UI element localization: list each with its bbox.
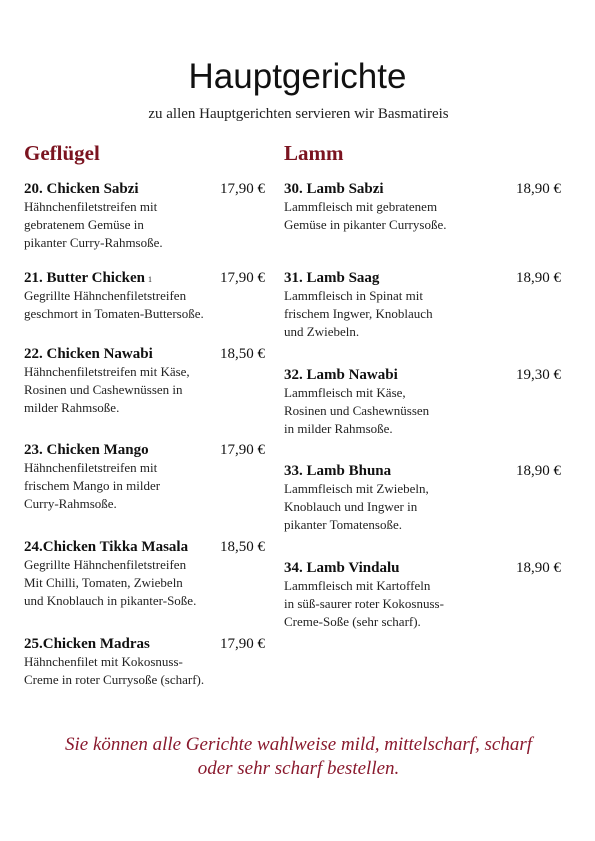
dish-description-line: gebratenem Gemüse in [24,217,144,232]
dish-description-line: Lammfleisch mit Kartoffeln [284,578,431,593]
menu-item [24,345,274,417]
page-subtitle: zu allen Hauptgerichten servieren wir Basmatireis [148,106,449,122]
dish-price: 18,90 € [516,463,561,479]
dish-description-line: Lammfleisch in Spinat mit [284,288,424,303]
dish-description [24,653,274,689]
dish-description-line: geschmort in Tomaten-Buttersoße. [24,306,204,321]
section-title-gefluegel: Geflügel [24,141,100,165]
dish-description-line: in milder Rahmsoße. [284,421,393,436]
dish-footnote-marker: 1 [147,275,152,284]
menu-item-header [284,366,561,384]
dish-name: 22. Chicken Nawabi [24,346,153,362]
dish-description-line: Mit Chilli, Tomaten, Zwiebeln [24,575,183,590]
dish-description-line: Curry-Rahmsoße. [24,496,117,511]
menu-item [24,441,274,513]
dish-description-line: in süß-saurer roter Kokosnuss- [284,596,444,611]
menu-item [24,269,274,323]
dish-name: 23. Chicken Mango [24,442,149,458]
dish-description-line: pikanter Curry-Rahmsoße. [24,235,163,250]
menu-item-header [284,269,561,287]
dish-description-line: Hähnchenfilet mit Kokosnuss- [24,654,183,669]
dish-price: 17,90 € [220,442,265,458]
menu-item [24,635,274,689]
menu-item-header [284,462,561,480]
menu-item [284,269,561,341]
dish-description [24,363,274,417]
dish-description [284,384,534,438]
dish-description [24,287,274,323]
dish-description-line: milder Rahmsoße. [24,400,120,415]
page-title: Hauptgerichte [188,57,407,96]
menu-item-header [24,180,274,198]
footer-line: Sie können alle Gerichte wahlweise mild, mittelscharf, scharf [64,734,532,755]
menu-item [284,366,561,438]
dish-description-line: Rosinen und Cashewnüssen [284,403,430,418]
dish-description [284,198,534,234]
dish-price: 17,90 € [220,636,265,652]
dish-name: 32. Lamb Nawabi [284,367,398,383]
dish-price: 19,30 € [516,367,561,383]
footer-note [0,733,595,781]
dish-name: 31. Lamb Saag [284,270,380,286]
dish-description [24,459,274,513]
dish-price: 18,90 € [516,181,561,197]
dish-description-line: frischem Ingwer, Knoblauch [284,306,433,321]
dish-description-line: Knoblauch und Ingwer in [284,499,418,514]
dish-price: 18,90 € [516,560,561,576]
dish-name: 33. Lamb Bhuna [284,463,392,479]
dish-description-line: und Knoblauch in pikanter-Soße. [24,593,197,608]
dish-description-line: Creme-Soße (sehr scharf). [284,614,421,629]
dish-description [284,577,534,631]
menu-item [284,462,561,534]
dish-name: 34. Lamb Vindalu [284,560,400,576]
dish-description [284,480,534,534]
dish-description-line: frischem Mango in milder [24,478,161,493]
dish-name: 24.Chicken Tikka Masala [24,539,189,555]
dish-description-line: Lammfleisch mit Zwiebeln, [284,481,429,496]
dish-description-line: Gegrillte Hähnchenfiletstreifen [24,288,187,303]
menu-item-header [284,180,561,198]
dish-description-line: Hähnchenfiletstreifen mit [24,199,158,214]
dish-price: 17,90 € [220,270,265,286]
dish-price: 17,90 € [220,181,265,197]
footer-line: oder sehr scharf bestellen. [197,758,400,779]
section-title-lamm: Lamm [284,141,344,165]
dish-description-line: Creme in roter Currysoße (scharf). [24,672,205,687]
menu-item [284,180,561,234]
menu-item-header [24,538,274,556]
dish-price: 18,50 € [220,539,265,555]
dish-description-line: Hähnchenfiletstreifen mit [24,460,158,475]
menu-item-header [24,635,274,653]
dish-name: 30. Lamb Sabzi [284,181,384,197]
dish-description-line: Gemüse in pikanter Currysoße. [284,217,447,232]
menu-item-header [284,559,561,577]
dish-description-line: Lammfleisch mit Käse, [284,385,406,400]
menu-item-header [24,269,274,287]
dish-description [284,287,534,341]
dish-description-line: Rosinen und Cashewnüssen in [24,382,183,397]
menu-item [284,559,561,631]
dish-description-line: pikanter Tomatensoße. [284,517,402,532]
menu-item-header [24,345,274,363]
dish-description-line: Hähnchenfiletstreifen mit Käse, [24,364,190,379]
dish-name: 20. Chicken Sabzi [24,181,139,197]
dish-price: 18,90 € [516,270,561,286]
dish-description [24,198,274,252]
dish-price: 18,50 € [220,346,265,362]
dish-name: 25.Chicken Madras [24,636,150,652]
menu-item [24,538,274,610]
menu-item [24,180,274,252]
dish-name: 21. Butter Chicken [24,270,145,286]
dish-description-line: Lammfleisch mit gebratenem [284,199,438,214]
dish-description [24,556,274,610]
dish-description-line: und Zwiebeln. [284,324,360,339]
dish-description-line: Gegrillte Hähnchenfiletstreifen [24,557,187,572]
menu-item-header [24,441,274,459]
